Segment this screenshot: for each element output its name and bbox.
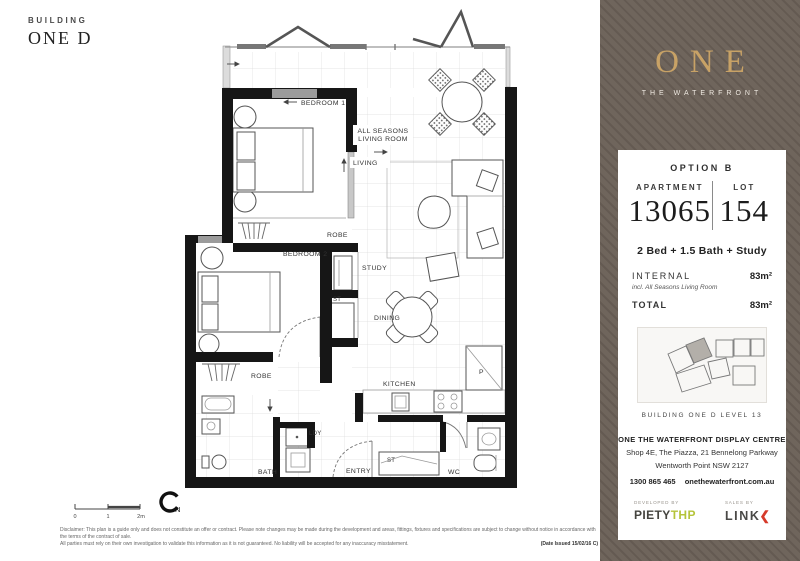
date-issued: (Date Issued 15/02/16 C) (540, 540, 598, 547)
piety-thp-logo (634, 508, 696, 522)
minimap-unit-highlighted (686, 338, 712, 363)
scale-1: 1 (106, 514, 110, 520)
developer-suffix: THP (670, 508, 696, 522)
robe1-rail (238, 223, 270, 239)
bedroom1-furniture (233, 106, 346, 218)
brand-name: ONE (655, 44, 756, 80)
total-value: 83m² (749, 300, 772, 311)
scale-0: 0 (73, 514, 77, 520)
label-all-seasons-1: ALL SEASONS (357, 128, 409, 135)
minimap-unit (733, 366, 755, 385)
apartment-col (628, 181, 713, 230)
display-centre (618, 435, 786, 486)
bedroom2-furniture (198, 247, 280, 354)
option-label: OPTION B (670, 163, 734, 173)
lot-col (713, 181, 776, 230)
building-name: ONE D (28, 28, 93, 48)
balcony-side-glazing (223, 46, 230, 88)
label-living: LIVING (353, 160, 378, 167)
phone-number: 1300 865 465 (629, 477, 676, 486)
minimap-unit (751, 339, 764, 356)
display-centre-address1: Shop 4E, The Piazza, 21 Bennelong Parkway (626, 448, 778, 457)
display-centre-address2: Wentworth Point NSW 2127 (655, 461, 749, 470)
balcony-right-glazing (506, 47, 510, 87)
robe2-rail (202, 364, 240, 381)
label-all-seasons-2: LIVING ROOM (358, 136, 408, 143)
label-wc: WC (448, 469, 461, 476)
display-centre-title: ONE THE WATERFRONT DISPLAY CENTRE (618, 435, 786, 444)
website-url: onethewaterfront.com.au (684, 477, 775, 486)
north-letter: N (175, 505, 181, 514)
label-pantry: P (479, 369, 484, 376)
label-study: STUDY (362, 265, 388, 272)
link-logo (725, 508, 770, 523)
brand-logo (600, 0, 800, 97)
building-label: BUILDING (28, 16, 88, 25)
minimap-caption: BUILDING ONE D LEVEL 13 (641, 412, 763, 419)
info-sidebar (600, 0, 800, 561)
agent-chevron-icon: ❮ (759, 509, 770, 523)
label-dining: DINING (374, 315, 401, 322)
north-indicator (157, 489, 182, 514)
label-kitchen: KITCHEN (383, 381, 416, 388)
internal-area-row (632, 271, 772, 282)
internal-value: 83m² (749, 271, 772, 282)
laundry-fixtures (286, 428, 310, 472)
disclaimer-line2: All parties must rely on their own investigation to validate this information as it is not guaranteed. No liability will be accepted for any inaccuracy misstatement. (60, 540, 409, 547)
label-laundry: LDY (309, 431, 322, 437)
lot-number: 154 (719, 193, 769, 228)
developer-name: PIETY (634, 508, 671, 522)
configuration: 2 Bed + 1.5 Bath + Study (637, 245, 767, 257)
developed-by-label: DEVELOPED BY (634, 500, 680, 505)
apartment-card (618, 150, 786, 540)
label-st1: ST (333, 297, 342, 303)
apartment-label: APARTMENT (635, 183, 704, 192)
balcony-front (225, 12, 510, 50)
minimap-unit (716, 340, 733, 357)
credits (634, 500, 770, 523)
agent-credit (725, 500, 770, 523)
total-area-row (632, 300, 772, 311)
minimap-unit (734, 339, 750, 356)
internal-label: INTERNAL (632, 271, 691, 281)
apartment-number: 13065 (628, 193, 711, 228)
minimap-unit (708, 358, 730, 379)
internal-note: incl. All Seasons Living Room (632, 284, 718, 291)
label-bedroom1: BEDROOM 1 (301, 100, 346, 107)
apartment-lot-row (628, 181, 776, 230)
brand-tagline: THE WATERFRONT (641, 90, 763, 97)
label-bath: BATH (258, 469, 278, 476)
scale-2m: 2m (137, 514, 145, 520)
total-label: TOTAL (632, 300, 668, 310)
display-centre-contact (618, 477, 786, 486)
label-robe2: ROBE (251, 373, 272, 380)
sales-by-label: SALES BY (724, 500, 754, 505)
minimap-unit (676, 365, 711, 392)
disclaimer (60, 527, 598, 547)
label-robe1: ROBE (327, 232, 348, 239)
area-summary (632, 271, 772, 311)
label-st2: ST (387, 458, 396, 464)
level-minimap (637, 327, 767, 403)
scale-bar (73, 504, 145, 520)
label-bedroom2: BEDROOM 2 (283, 251, 328, 258)
wc-fixtures (474, 428, 500, 471)
lot-label: LOT (733, 183, 756, 192)
agent-name: LINK (724, 509, 761, 523)
label-entry: ENTRY (346, 468, 371, 475)
disclaimer-line1: Disclaimer: This plan is a guide only and does not constitute an offer or contract. Please note changes may be made during the development and areas, fittings, fixtures and specifications are subject to change without notice in accordance with the terms of the contract of sale. (60, 527, 596, 540)
developer-credit (634, 500, 696, 523)
